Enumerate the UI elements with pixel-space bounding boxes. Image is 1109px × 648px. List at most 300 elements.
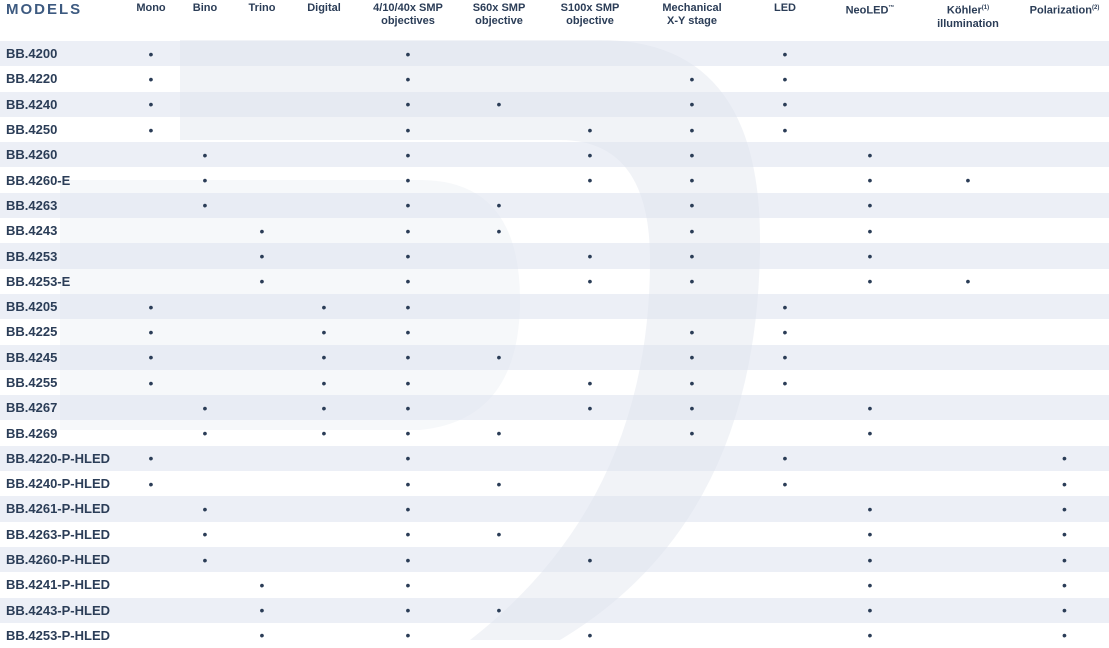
feature-dot-icon: • — [587, 172, 593, 189]
feature-cell — [746, 496, 824, 521]
feature-cell — [638, 218, 746, 243]
feature-dot-icon: • — [496, 222, 502, 239]
column-header — [288, 0, 360, 41]
feature-cell — [174, 41, 236, 66]
feature-cell — [746, 319, 824, 344]
feature-cell — [824, 598, 916, 623]
feature-cell — [746, 547, 824, 572]
feature-dot-icon: • — [867, 627, 873, 644]
feature-cell — [1020, 598, 1109, 623]
feature-cell — [916, 471, 1020, 496]
feature-cell — [288, 496, 360, 521]
feature-dot-icon: • — [1062, 627, 1067, 644]
feature-dot-icon: • — [782, 298, 788, 315]
feature-cell — [916, 218, 1020, 243]
feature-dot-icon: • — [689, 273, 695, 290]
feature-cell — [638, 117, 746, 142]
column-header-line1: Digital — [307, 2, 341, 14]
feature-cell — [128, 395, 174, 420]
feature-dot-icon: • — [1062, 526, 1067, 543]
feature-cell — [174, 547, 236, 572]
feature-cell — [542, 218, 638, 243]
feature-dot-icon: • — [689, 172, 695, 189]
feature-cell — [236, 522, 288, 547]
column-header — [360, 0, 456, 41]
model-name: BB.4250 — [6, 122, 58, 138]
feature-cell — [456, 345, 542, 370]
feature-cell — [236, 572, 288, 597]
feature-cell — [360, 167, 456, 192]
feature-cell — [360, 522, 456, 547]
feature-cell — [360, 269, 456, 294]
feature-cell — [174, 319, 236, 344]
table-row — [0, 522, 1109, 547]
feature-cell — [128, 167, 174, 192]
feature-cell — [1020, 471, 1109, 496]
feature-cell — [360, 66, 456, 91]
feature-dot-icon: • — [587, 273, 593, 290]
feature-cell — [360, 345, 456, 370]
feature-cell — [128, 243, 174, 268]
header-row — [0, 0, 1109, 41]
feature-cell — [456, 269, 542, 294]
column-header-line2: X-Y stage — [667, 15, 717, 27]
feature-cell — [824, 243, 916, 268]
column-header-line2: objective — [566, 15, 614, 27]
column-header — [236, 0, 288, 41]
feature-dot-icon: • — [867, 222, 873, 239]
feature-cell — [542, 420, 638, 445]
table-row — [0, 117, 1109, 142]
feature-cell — [1020, 66, 1109, 91]
table-row — [0, 496, 1109, 521]
feature-cell — [916, 395, 1020, 420]
feature-dot-icon: • — [965, 273, 971, 290]
feature-dot-icon: • — [202, 551, 208, 568]
model-name: BB.4200 — [0, 41, 128, 66]
feature-cell — [542, 117, 638, 142]
feature-cell — [746, 193, 824, 218]
feature-cell — [824, 547, 916, 572]
feature-cell — [174, 243, 236, 268]
feature-dot-icon: • — [202, 526, 208, 543]
model-name: BB.4267 — [0, 395, 128, 420]
model-name: BB.4263-P-HLED — [6, 526, 111, 542]
column-header-line1: Mechanical — [662, 2, 722, 14]
feature-cell — [456, 167, 542, 192]
feature-cell — [236, 167, 288, 192]
feature-cell — [542, 547, 638, 572]
feature-cell — [638, 142, 746, 167]
feature-dot-icon: • — [496, 475, 502, 492]
column-header — [638, 0, 746, 41]
feature-cell — [746, 92, 824, 117]
feature-cell — [542, 167, 638, 192]
feature-cell — [542, 269, 638, 294]
feature-dot-icon: • — [148, 475, 154, 492]
feature-cell — [456, 572, 542, 597]
feature-dot-icon: • — [202, 399, 208, 416]
feature-cell — [360, 572, 456, 597]
feature-dot-icon: • — [689, 425, 695, 442]
feature-cell — [174, 446, 236, 471]
table-row — [0, 370, 1109, 395]
feature-cell — [236, 117, 288, 142]
feature-dot-icon: • — [587, 374, 593, 391]
feature-dot-icon: • — [259, 273, 265, 290]
feature-dot-icon: • — [496, 197, 502, 214]
feature-cell — [638, 41, 746, 66]
feature-cell — [360, 547, 456, 572]
feature-dot-icon: • — [148, 96, 154, 113]
feature-cell — [456, 496, 542, 521]
feature-cell — [128, 92, 174, 117]
feature-cell — [128, 496, 174, 521]
feature-cell — [360, 395, 456, 420]
feature-cell — [542, 370, 638, 395]
feature-cell — [456, 547, 542, 572]
feature-cell — [824, 345, 916, 370]
feature-cell — [916, 243, 1020, 268]
feature-dot-icon: • — [867, 576, 873, 593]
feature-cell — [128, 41, 174, 66]
feature-cell — [236, 496, 288, 521]
feature-cell — [174, 420, 236, 445]
table-row — [0, 269, 1109, 294]
feature-cell — [638, 243, 746, 268]
feature-cell — [236, 193, 288, 218]
feature-cell — [128, 370, 174, 395]
column-header-line1: Bino — [192, 2, 218, 14]
models-column-header: MODELS — [6, 1, 83, 18]
feature-cell — [456, 319, 542, 344]
feature-cell — [746, 142, 824, 167]
feature-cell — [824, 420, 916, 445]
feature-cell — [824, 572, 916, 597]
feature-cell — [456, 117, 542, 142]
model-name: BB.4260 — [0, 142, 128, 167]
feature-cell — [236, 598, 288, 623]
feature-cell — [236, 269, 288, 294]
feature-cell — [824, 319, 916, 344]
feature-cell — [288, 117, 360, 142]
feature-cell — [236, 41, 288, 66]
model-name: BB.4241-P-HLED — [6, 577, 111, 593]
feature-dot-icon: • — [689, 121, 695, 138]
feature-cell — [236, 623, 288, 648]
model-name: BB.4260-E — [6, 172, 71, 188]
feature-cell — [360, 598, 456, 623]
table-row — [0, 167, 1109, 192]
feature-dot-icon: • — [202, 197, 208, 214]
feature-cell — [288, 572, 360, 597]
feature-dot-icon: • — [405, 146, 411, 163]
feature-dot-icon: • — [1062, 475, 1067, 492]
feature-dot-icon: • — [405, 96, 411, 113]
feature-cell — [746, 41, 824, 66]
feature-dot-icon: • — [689, 399, 695, 416]
feature-cell — [916, 269, 1020, 294]
feature-cell — [1020, 420, 1109, 445]
feature-dot-icon: • — [405, 526, 411, 543]
feature-cell — [746, 117, 824, 142]
column-header-line2: objective — [475, 15, 523, 27]
feature-cell — [174, 471, 236, 496]
feature-cell — [288, 193, 360, 218]
feature-cell — [1020, 41, 1109, 66]
model-name: BB.4269 — [6, 425, 58, 441]
model-name: BB.4261-P-HLED — [0, 496, 128, 521]
feature-cell — [360, 142, 456, 167]
feature-cell — [288, 243, 360, 268]
model-name: BB.4240 — [0, 92, 128, 117]
feature-cell — [542, 496, 638, 521]
feature-cell — [456, 522, 542, 547]
feature-cell — [1020, 522, 1109, 547]
feature-cell — [174, 395, 236, 420]
feature-dot-icon: • — [202, 500, 208, 517]
feature-cell — [128, 623, 174, 648]
column-header — [174, 0, 236, 41]
feature-cell — [360, 471, 456, 496]
feature-dot-icon: • — [405, 399, 411, 416]
feature-cell — [456, 142, 542, 167]
feature-cell — [1020, 117, 1109, 142]
feature-cell — [916, 446, 1020, 471]
feature-cell — [128, 193, 174, 218]
feature-cell — [360, 319, 456, 344]
feature-cell — [236, 319, 288, 344]
feature-cell — [288, 167, 360, 192]
feature-cell — [288, 598, 360, 623]
feature-cell — [746, 370, 824, 395]
feature-cell — [638, 345, 746, 370]
feature-dot-icon: • — [867, 551, 873, 568]
feature-cell — [360, 420, 456, 445]
feature-cell — [128, 218, 174, 243]
feature-cell — [746, 66, 824, 91]
feature-dot-icon: • — [587, 399, 593, 416]
feature-cell — [1020, 547, 1109, 572]
column-header-line1: NeoLED — [845, 4, 889, 17]
feature-cell — [360, 117, 456, 142]
feature-cell — [1020, 92, 1109, 117]
column-header-line1: Polarization — [1029, 4, 1092, 17]
feature-cell — [746, 471, 824, 496]
feature-cell — [824, 269, 916, 294]
model-name: BB.4260-P-HLED — [0, 547, 128, 572]
table-row — [0, 294, 1109, 319]
column-header-line1: LED — [774, 2, 796, 14]
feature-dot-icon: • — [321, 425, 327, 442]
feature-cell — [174, 345, 236, 370]
feature-cell — [542, 598, 638, 623]
feature-cell — [456, 471, 542, 496]
feature-dot-icon: • — [259, 576, 265, 593]
feature-cell — [916, 572, 1020, 597]
column-header-line1: 4/10/40x SMP — [373, 2, 443, 14]
feature-cell — [916, 117, 1020, 142]
feature-dot-icon: • — [587, 146, 593, 163]
table-row — [0, 243, 1109, 268]
feature-cell — [638, 623, 746, 648]
feature-dot-icon: • — [689, 374, 695, 391]
feature-dot-icon: • — [587, 551, 593, 568]
model-name: BB.4253 — [0, 243, 128, 268]
column-header — [916, 0, 1020, 41]
feature-dot-icon: • — [405, 576, 411, 593]
feature-cell — [542, 345, 638, 370]
feature-cell — [360, 243, 456, 268]
feature-cell — [288, 92, 360, 117]
feature-cell — [360, 294, 456, 319]
feature-dot-icon: • — [405, 374, 411, 391]
feature-cell — [824, 117, 916, 142]
feature-cell — [360, 370, 456, 395]
feature-cell — [1020, 218, 1109, 243]
feature-cell — [128, 547, 174, 572]
feature-dot-icon: • — [202, 146, 208, 163]
feature-cell — [128, 420, 174, 445]
feature-dot-icon: • — [587, 121, 593, 138]
feature-dot-icon: • — [405, 450, 411, 467]
feature-cell — [542, 193, 638, 218]
feature-cell — [174, 294, 236, 319]
feature-dot-icon: • — [496, 96, 502, 113]
feature-cell — [916, 294, 1020, 319]
feature-cell — [456, 623, 542, 648]
feature-cell — [288, 471, 360, 496]
feature-dot-icon: • — [405, 273, 411, 290]
feature-cell — [542, 572, 638, 597]
feature-dot-icon: • — [689, 96, 695, 113]
feature-dot-icon: • — [782, 450, 788, 467]
feature-dot-icon: • — [405, 475, 411, 492]
table-row — [0, 92, 1109, 117]
feature-cell — [1020, 345, 1109, 370]
feature-cell — [638, 598, 746, 623]
feature-dot-icon: • — [259, 222, 265, 239]
feature-dot-icon: • — [321, 399, 327, 416]
model-name: BB.4255 — [6, 375, 58, 390]
feature-cell — [1020, 496, 1109, 521]
feature-cell — [638, 496, 746, 521]
feature-cell — [824, 66, 916, 91]
feature-cell — [236, 66, 288, 91]
feature-dot-icon: • — [496, 349, 502, 366]
table-row — [0, 142, 1109, 167]
feature-dot-icon: • — [496, 526, 502, 543]
feature-cell — [638, 269, 746, 294]
feature-dot-icon: • — [405, 425, 411, 442]
feature-cell — [128, 598, 174, 623]
feature-cell — [128, 142, 174, 167]
column-header-superscript: ™ — [888, 5, 895, 11]
feature-cell — [236, 218, 288, 243]
feature-cell — [174, 66, 236, 91]
feature-dot-icon: • — [689, 146, 695, 163]
feature-cell — [456, 218, 542, 243]
feature-dot-icon: • — [148, 298, 154, 315]
column-header-line1: Mono — [136, 2, 166, 14]
column-header-line1: Köhler — [946, 4, 982, 17]
feature-cell — [916, 92, 1020, 117]
feature-cell — [174, 370, 236, 395]
feature-dot-icon: • — [1062, 500, 1067, 517]
feature-cell — [638, 294, 746, 319]
feature-cell — [174, 142, 236, 167]
feature-cell — [542, 446, 638, 471]
feature-dot-icon: • — [587, 248, 593, 265]
feature-cell — [638, 446, 746, 471]
feature-cell — [1020, 319, 1109, 344]
feature-cell — [824, 496, 916, 521]
feature-dot-icon: • — [689, 70, 695, 87]
feature-cell — [174, 522, 236, 547]
feature-cell — [288, 269, 360, 294]
table-row — [0, 420, 1109, 445]
feature-dot-icon: • — [405, 172, 411, 189]
feature-dot-icon: • — [405, 121, 411, 138]
feature-cell — [824, 167, 916, 192]
feature-dot-icon: • — [1062, 602, 1067, 619]
column-header-line2: objectives — [381, 15, 435, 27]
feature-dot-icon: • — [867, 248, 873, 265]
column-header-line2: illumination — [937, 17, 999, 30]
feature-dot-icon: • — [867, 172, 873, 189]
feature-cell — [128, 572, 174, 597]
feature-cell — [916, 420, 1020, 445]
feature-cell — [456, 193, 542, 218]
feature-cell — [236, 420, 288, 445]
feature-cell — [236, 547, 288, 572]
feature-cell — [638, 193, 746, 218]
feature-cell — [288, 41, 360, 66]
feature-dot-icon: • — [405, 500, 411, 517]
feature-cell — [638, 572, 746, 597]
table-row — [0, 446, 1109, 471]
feature-cell — [236, 92, 288, 117]
feature-cell — [1020, 294, 1109, 319]
feature-cell — [1020, 193, 1109, 218]
table-body — [0, 41, 1109, 648]
feature-cell — [746, 420, 824, 445]
feature-cell — [916, 496, 1020, 521]
feature-dot-icon: • — [405, 70, 411, 87]
feature-cell — [288, 66, 360, 91]
feature-dot-icon: • — [148, 70, 154, 87]
feature-cell — [456, 370, 542, 395]
feature-cell — [638, 319, 746, 344]
feature-dot-icon: • — [782, 45, 788, 62]
feature-dot-icon: • — [202, 172, 208, 189]
feature-dot-icon: • — [148, 45, 154, 62]
column-header — [542, 0, 638, 41]
feature-cell — [174, 92, 236, 117]
feature-cell — [288, 522, 360, 547]
feature-cell — [1020, 572, 1109, 597]
table-row — [0, 319, 1109, 344]
feature-cell — [360, 193, 456, 218]
feature-cell — [456, 446, 542, 471]
feature-dot-icon: • — [321, 374, 327, 391]
feature-dot-icon: • — [259, 602, 265, 619]
feature-dot-icon: • — [405, 551, 411, 568]
table-row — [0, 572, 1109, 597]
feature-dot-icon: • — [1062, 576, 1067, 593]
feature-cell — [288, 142, 360, 167]
feature-dot-icon: • — [1062, 551, 1067, 568]
